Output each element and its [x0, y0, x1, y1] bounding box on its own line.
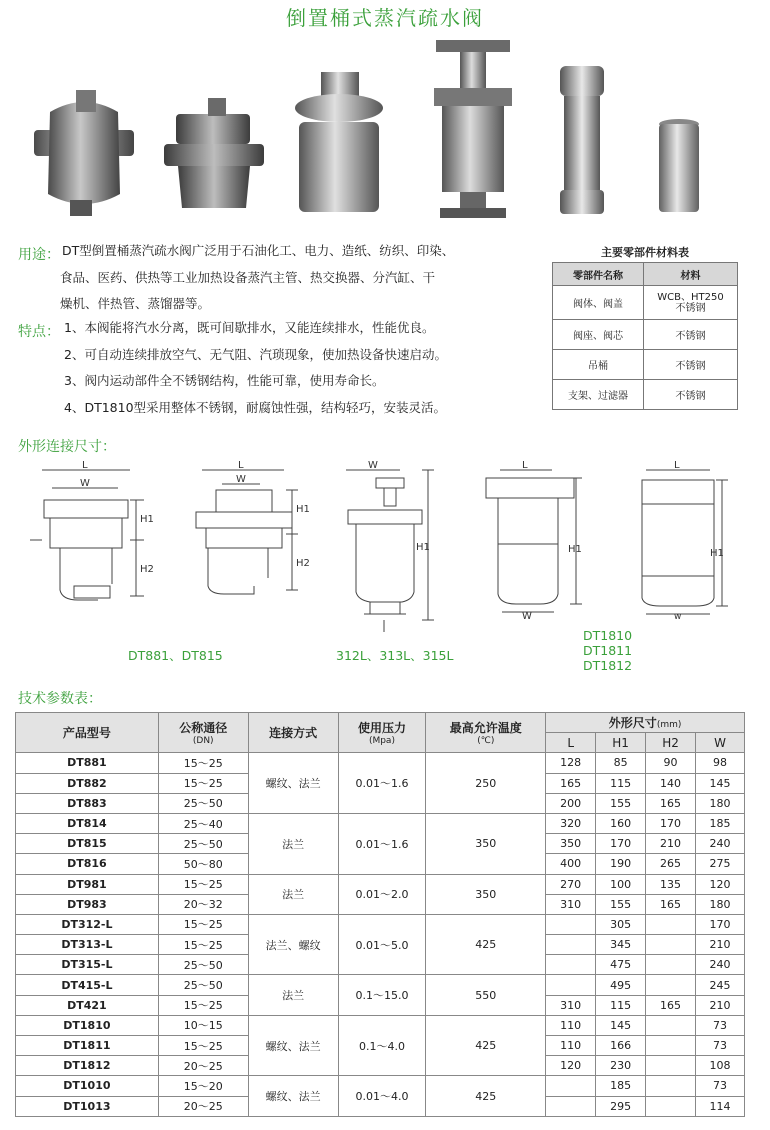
table-row — [16, 914, 745, 934]
feature-item: 3、阀内运动部件全不锈钢结构，性能可靠，使用寿命长。 — [64, 373, 385, 388]
dim-L-mark: L — [82, 460, 88, 471]
L-cell — [546, 1076, 596, 1096]
L-cell — [546, 955, 596, 975]
H1-cell: 115 — [596, 995, 646, 1015]
dim-L-mark: L — [238, 460, 244, 471]
model-cell: DT883 — [16, 793, 159, 813]
L-cell: 120 — [546, 1056, 596, 1076]
model-cell: DT312-L — [16, 914, 159, 934]
W-cell: 185 — [696, 813, 745, 833]
dn-cell: 20～25 — [158, 1056, 248, 1076]
conn-cell: 法兰 — [248, 874, 338, 914]
page-title: 倒置桶式蒸汽疏水阀 — [286, 6, 484, 30]
dn-cell: 10～15 — [158, 1015, 248, 1035]
material-value-line: WCB、HT250 — [657, 291, 724, 303]
model-cell: DT816 — [16, 854, 159, 874]
W-cell: 73 — [696, 1036, 745, 1056]
dn-cell: 15～25 — [158, 935, 248, 955]
H2-cell — [646, 955, 696, 975]
materials-title: 主要零部件材料表 — [601, 246, 689, 259]
H1-cell: 145 — [596, 1015, 646, 1035]
L-cell: 310 — [546, 995, 596, 1015]
header-H1: H1 — [596, 733, 646, 753]
caption-dt1810-group — [583, 628, 632, 673]
conn-cell: 螺纹、法兰 — [248, 1076, 338, 1116]
H1-cell: 475 — [596, 955, 646, 975]
materials-header: 零部件名称 — [553, 263, 644, 286]
dim-L-mark: L — [674, 460, 680, 471]
W-cell: 120 — [696, 874, 745, 894]
model-cell: DT421 — [16, 995, 159, 1015]
table-row — [16, 1015, 745, 1035]
product-photo-3 — [293, 72, 385, 220]
materials-table — [552, 262, 738, 410]
header-dn — [158, 713, 248, 753]
header-temp-label: 最高允许温度 — [449, 721, 522, 736]
H2-cell: 265 — [646, 854, 696, 874]
conn-cell: 法兰、螺纹 — [248, 914, 338, 975]
material-part: 支架、过滤器 — [553, 380, 644, 410]
L-cell: 128 — [546, 753, 596, 773]
L-cell: 110 — [546, 1015, 596, 1035]
header-size-unit: (mm) — [656, 720, 682, 731]
H2-cell: 135 — [646, 874, 696, 894]
header-H2: H2 — [646, 733, 696, 753]
H1-cell: 100 — [596, 874, 646, 894]
conn-cell: 螺纹、法兰 — [248, 753, 338, 814]
usage-line: 食品、医药、供热等工业加热设备蒸汽主管、热交换器、分汽缸、干 — [60, 269, 436, 285]
temp-cell: 425 — [426, 914, 546, 975]
table-row — [16, 874, 745, 894]
W-cell: 180 — [696, 793, 745, 813]
caption-line: DT1812 — [583, 658, 633, 673]
header-W: W — [696, 733, 745, 753]
usage-label: 用途： — [18, 247, 60, 263]
model-cell: DT882 — [16, 773, 159, 793]
dim-H1-mark: H1 — [710, 548, 724, 559]
feature-item: 1、本阀能将汽水分离，既可间歇排水，又能连续排水，性能优良。 — [64, 320, 435, 335]
H1-cell: 85 — [596, 753, 646, 773]
W-cell: 245 — [696, 975, 745, 995]
table-row — [16, 975, 745, 995]
W-cell: 180 — [696, 894, 745, 914]
H2-cell: 165 — [646, 894, 696, 914]
H1-cell: 155 — [596, 894, 646, 914]
header-size-label: 外形尺寸 — [608, 716, 657, 731]
conn-cell: 螺纹、法兰 — [248, 1015, 338, 1076]
temp-cell: 550 — [426, 975, 546, 1015]
W-cell: 240 — [696, 955, 745, 975]
dim-H1-mark: H1 — [416, 542, 430, 553]
L-cell: 320 — [546, 813, 596, 833]
dimensions-label: 外形连接尺寸： — [18, 439, 116, 455]
pressure-cell: 0.01～1.6 — [338, 813, 426, 874]
H2-cell — [646, 975, 696, 995]
W-cell: 210 — [696, 935, 745, 955]
caption-312l: 312L、313L、315L — [336, 648, 454, 663]
header-size — [546, 713, 745, 733]
W-cell: 73 — [696, 1015, 745, 1035]
H2-cell: 165 — [646, 995, 696, 1015]
L-cell: 350 — [546, 834, 596, 854]
temp-cell: 425 — [426, 1015, 546, 1076]
dn-cell: 15～25 — [158, 773, 248, 793]
pressure-cell: 0.01～1.6 — [338, 753, 426, 814]
H1-cell: 495 — [596, 975, 646, 995]
L-cell — [546, 1096, 596, 1116]
tech-label: 技术参数表： — [18, 691, 102, 707]
dn-cell: 15～25 — [158, 874, 248, 894]
L-cell: 110 — [546, 1036, 596, 1056]
product-photo-5 — [556, 66, 608, 216]
L-cell: 200 — [546, 793, 596, 813]
dim-L-mark: L — [522, 460, 528, 471]
drawing-dt1810 — [480, 460, 590, 620]
pressure-cell: 0.01～4.0 — [338, 1076, 426, 1116]
L-cell: 270 — [546, 874, 596, 894]
L-cell — [546, 935, 596, 955]
W-cell: 114 — [696, 1096, 745, 1116]
material-value: 不锈钢 — [644, 350, 738, 380]
H1-cell: 190 — [596, 854, 646, 874]
dn-cell: 20～25 — [158, 1096, 248, 1116]
material-part: 阀体、阀盖 — [553, 286, 644, 320]
W-cell: 98 — [696, 753, 745, 773]
material-value-line: 不锈钢 — [675, 302, 706, 314]
L-cell: 310 — [546, 894, 596, 914]
dn-cell: 20～32 — [158, 894, 248, 914]
pressure-cell: 0.01～2.0 — [338, 874, 426, 914]
dim-H1-mark: H1 — [568, 544, 582, 555]
dim-W-mark: W — [80, 478, 90, 489]
dn-cell: 25～50 — [158, 793, 248, 813]
product-photo-4 — [430, 40, 516, 220]
H1-cell: 155 — [596, 793, 646, 813]
model-cell: DT315-L — [16, 955, 159, 975]
dim-H2-mark: H2 — [296, 558, 310, 569]
W-cell: 145 — [696, 773, 745, 793]
H2-cell — [646, 914, 696, 934]
header-conn: 连接方式 — [248, 713, 338, 753]
L-cell: 400 — [546, 854, 596, 874]
W-cell: 275 — [696, 854, 745, 874]
table-row — [16, 1076, 745, 1096]
H2-cell: 170 — [646, 813, 696, 833]
features-list — [64, 315, 447, 421]
header-dn-unit: (DN) — [192, 736, 214, 747]
H2-cell — [646, 935, 696, 955]
H2-cell: 165 — [646, 793, 696, 813]
dn-cell: 25～50 — [158, 955, 248, 975]
H1-cell: 115 — [596, 773, 646, 793]
dim-H2-mark: H2 — [140, 564, 154, 575]
dim-W-mark: W — [522, 611, 532, 620]
H2-cell: 140 — [646, 773, 696, 793]
model-cell: DT1811 — [16, 1036, 159, 1056]
drawing-dt1010 — [626, 460, 736, 620]
feature-item: 2、可自动连续排放空气、无气阻、汽琐现象，使加热设备快速启动。 — [64, 346, 447, 362]
dim-W-mark: W — [236, 474, 246, 485]
dn-cell: 50～80 — [158, 854, 248, 874]
model-cell: DT1810 — [16, 1015, 159, 1035]
W-cell: 73 — [696, 1076, 745, 1096]
header-temp — [426, 713, 546, 753]
model-cell: DT983 — [16, 894, 159, 914]
pressure-cell: 0.1～4.0 — [338, 1015, 426, 1076]
feature-item: 4、DT1810型采用整体不锈钢，耐腐蚀性强，结构轻巧，安装灵活。 — [64, 399, 447, 415]
pressure-cell: 0.01～5.0 — [338, 914, 426, 975]
table-row — [16, 753, 745, 773]
material-value — [644, 286, 738, 320]
header-pressure-unit: (Mpa) — [368, 736, 395, 747]
material-value: 不锈钢 — [644, 320, 738, 350]
H1-cell: 160 — [596, 813, 646, 833]
usage-text — [62, 238, 454, 318]
H1-cell: 170 — [596, 834, 646, 854]
temp-cell: 425 — [426, 1076, 546, 1116]
header-dn-label: 公称通径 — [179, 721, 228, 736]
dn-cell: 15～25 — [158, 995, 248, 1015]
product-photo-1 — [30, 82, 138, 220]
caption-line: DT1810 — [583, 628, 633, 643]
material-value: 不锈钢 — [644, 380, 738, 410]
dn-cell: 15～25 — [158, 1036, 248, 1056]
H1-cell: 305 — [596, 914, 646, 934]
model-cell: DT1812 — [16, 1056, 159, 1076]
H2-cell: 210 — [646, 834, 696, 854]
dim-W-mark: W — [368, 460, 378, 471]
dn-cell: 15～25 — [158, 753, 248, 773]
H1-cell: 295 — [596, 1096, 646, 1116]
header-temp-unit: (℃) — [477, 736, 495, 747]
pressure-cell: 0.1～15.0 — [338, 975, 426, 1015]
H2-cell — [646, 1036, 696, 1056]
temp-cell: 350 — [426, 813, 546, 874]
product-photo-2 — [160, 96, 268, 216]
model-cell: DT1013 — [16, 1096, 159, 1116]
W-cell: 240 — [696, 834, 745, 854]
drawing-312l — [340, 456, 440, 636]
materials-header: 材料 — [644, 263, 738, 286]
header-model: 产品型号 — [16, 713, 159, 753]
features-label: 特点： — [18, 324, 60, 340]
L-cell — [546, 914, 596, 934]
caption-dt881-dt815: DT881、DT815 — [128, 648, 223, 663]
H2-cell — [646, 1056, 696, 1076]
W-cell: 210 — [696, 995, 745, 1015]
H2-cell — [646, 1076, 696, 1096]
dn-cell: 25～40 — [158, 813, 248, 833]
model-cell: DT415-L — [16, 975, 159, 995]
H2-cell — [646, 1096, 696, 1116]
caption-line: DT1811 — [583, 643, 633, 658]
material-part: 阀座、阀芯 — [553, 320, 644, 350]
W-cell: 108 — [696, 1056, 745, 1076]
H1-cell: 230 — [596, 1056, 646, 1076]
temp-cell: 250 — [426, 753, 546, 814]
W-cell: 170 — [696, 914, 745, 934]
table-row — [16, 813, 745, 833]
conn-cell: 法兰 — [248, 813, 338, 874]
H1-cell: 345 — [596, 935, 646, 955]
drawing-dt881 — [30, 460, 170, 610]
L-cell: 165 — [546, 773, 596, 793]
model-cell: DT981 — [16, 874, 159, 894]
material-part: 吊桶 — [553, 350, 644, 380]
dim-H1-mark: H1 — [296, 504, 310, 515]
model-cell: DT881 — [16, 753, 159, 773]
dn-cell: 15～20 — [158, 1076, 248, 1096]
model-cell: DT1010 — [16, 1076, 159, 1096]
L-cell — [546, 975, 596, 995]
header-pressure — [338, 713, 426, 753]
conn-cell: 法兰 — [248, 975, 338, 1015]
dim-w-mark: w — [674, 612, 682, 620]
dim-H1-mark: H1 — [140, 514, 154, 525]
dn-cell: 25～50 — [158, 975, 248, 995]
drawing-dt815 — [188, 460, 318, 610]
usage-line: DT型倒置桶蒸汽疏水阀广泛用于石油化工、电力、造纸、纺织、印染、 — [62, 243, 455, 258]
model-cell: DT313-L — [16, 935, 159, 955]
dn-cell: 15～25 — [158, 914, 248, 934]
product-photo-6 — [656, 118, 702, 216]
temp-cell: 350 — [426, 874, 546, 914]
H1-cell: 185 — [596, 1076, 646, 1096]
H1-cell: 166 — [596, 1036, 646, 1056]
header-pressure-label: 使用压力 — [357, 721, 406, 736]
H2-cell: 90 — [646, 753, 696, 773]
tech-table — [15, 712, 745, 1117]
model-cell: DT815 — [16, 834, 159, 854]
dn-cell: 25～50 — [158, 834, 248, 854]
header-L: L — [546, 733, 596, 753]
H2-cell — [646, 1015, 696, 1035]
model-cell: DT814 — [16, 813, 159, 833]
usage-line: 燥机、伴热管、蒸馏器等。 — [60, 296, 211, 311]
